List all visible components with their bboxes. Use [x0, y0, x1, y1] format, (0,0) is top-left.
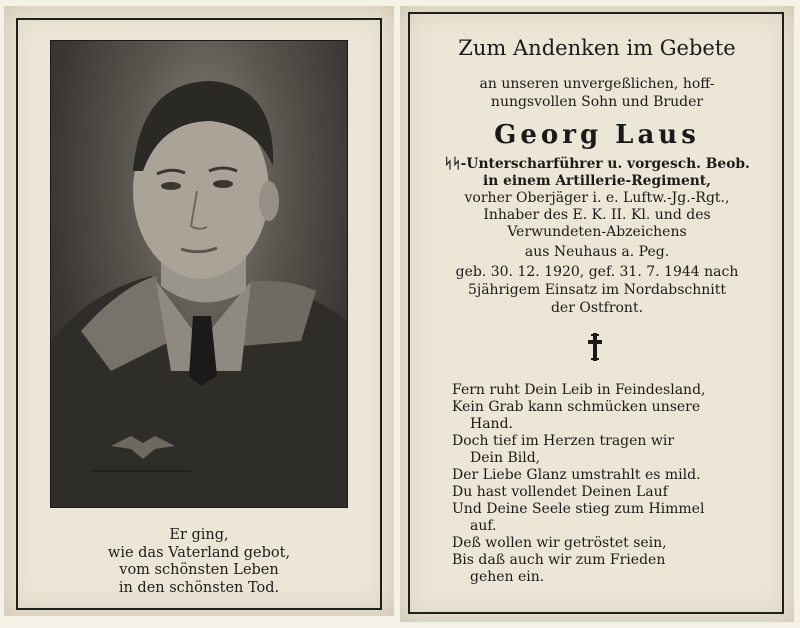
detail-line: Inhaber des E. K. II. Kl. und des — [483, 207, 711, 223]
detail-line: geb. 30. 12. 1920, gef. 31. 7. 1944 nach — [455, 264, 739, 280]
intro-line: an unseren unvergeßlichen, hoff- — [479, 76, 715, 92]
poem-line: Doch tief im Herzen tragen wir — [452, 433, 675, 449]
poem-line: Dein Bild, — [470, 450, 541, 466]
left-verse — [4, 527, 394, 597]
right-card — [400, 6, 794, 622]
memorial-heading: Zum Andenken im Gebete — [458, 36, 736, 60]
poem-line: Bis daß auch wir zum Frieden — [452, 552, 666, 568]
portrait-photo — [50, 40, 348, 508]
detail-line: Verwundeten-Abzeichens — [507, 224, 687, 240]
poem-line: Fern ruht Dein Leib in Feindesland, — [452, 382, 706, 398]
poem-line: gehen ein. — [470, 569, 545, 585]
detail-line: vorher Oberjäger i. e. Luftw.-Jg.-Rgt., — [464, 190, 730, 206]
left-card — [4, 6, 394, 616]
left-verse-line: wie das Vaterland gebot, — [107, 544, 291, 561]
poem-line: Und Deine Seele stieg zum Himmel — [452, 501, 705, 517]
detail-line: der Ostfront. — [550, 300, 644, 316]
poem-line: Der Liebe Glanz umstrahlt es mild. — [452, 467, 701, 483]
cross-icon — [586, 332, 604, 362]
portrait-illustration — [51, 41, 347, 507]
left-verse-line: Er ging, — [169, 527, 229, 543]
intro-line: nungsvollen Sohn und Bruder — [490, 94, 704, 110]
rank-line: ᛋᛋ-Unterscharführer u. vorgesch. Beob. — [444, 156, 750, 172]
poem-line: Du hast vollendet Deinen Lauf — [452, 484, 668, 500]
left-verse-line: in den schönsten Tod. — [118, 579, 280, 596]
poem-line: Kein Grab kann schmücken unsere — [452, 399, 701, 415]
deceased-name: Georg Laus — [494, 120, 700, 150]
poem-line: Deß wollen wir getröstet sein, — [452, 535, 667, 551]
detail-line: 5jährigem Einsatz im Nordabschnitt — [467, 282, 727, 298]
poem-line: Hand. — [470, 416, 513, 432]
detail-line: aus Neuhaus a. Peg. — [524, 244, 670, 260]
left-verse-line: vom schönsten Leben — [119, 562, 279, 579]
rank-line: in einem Artillerie-Regiment, — [483, 173, 711, 189]
poem-line: auf. — [470, 518, 497, 534]
